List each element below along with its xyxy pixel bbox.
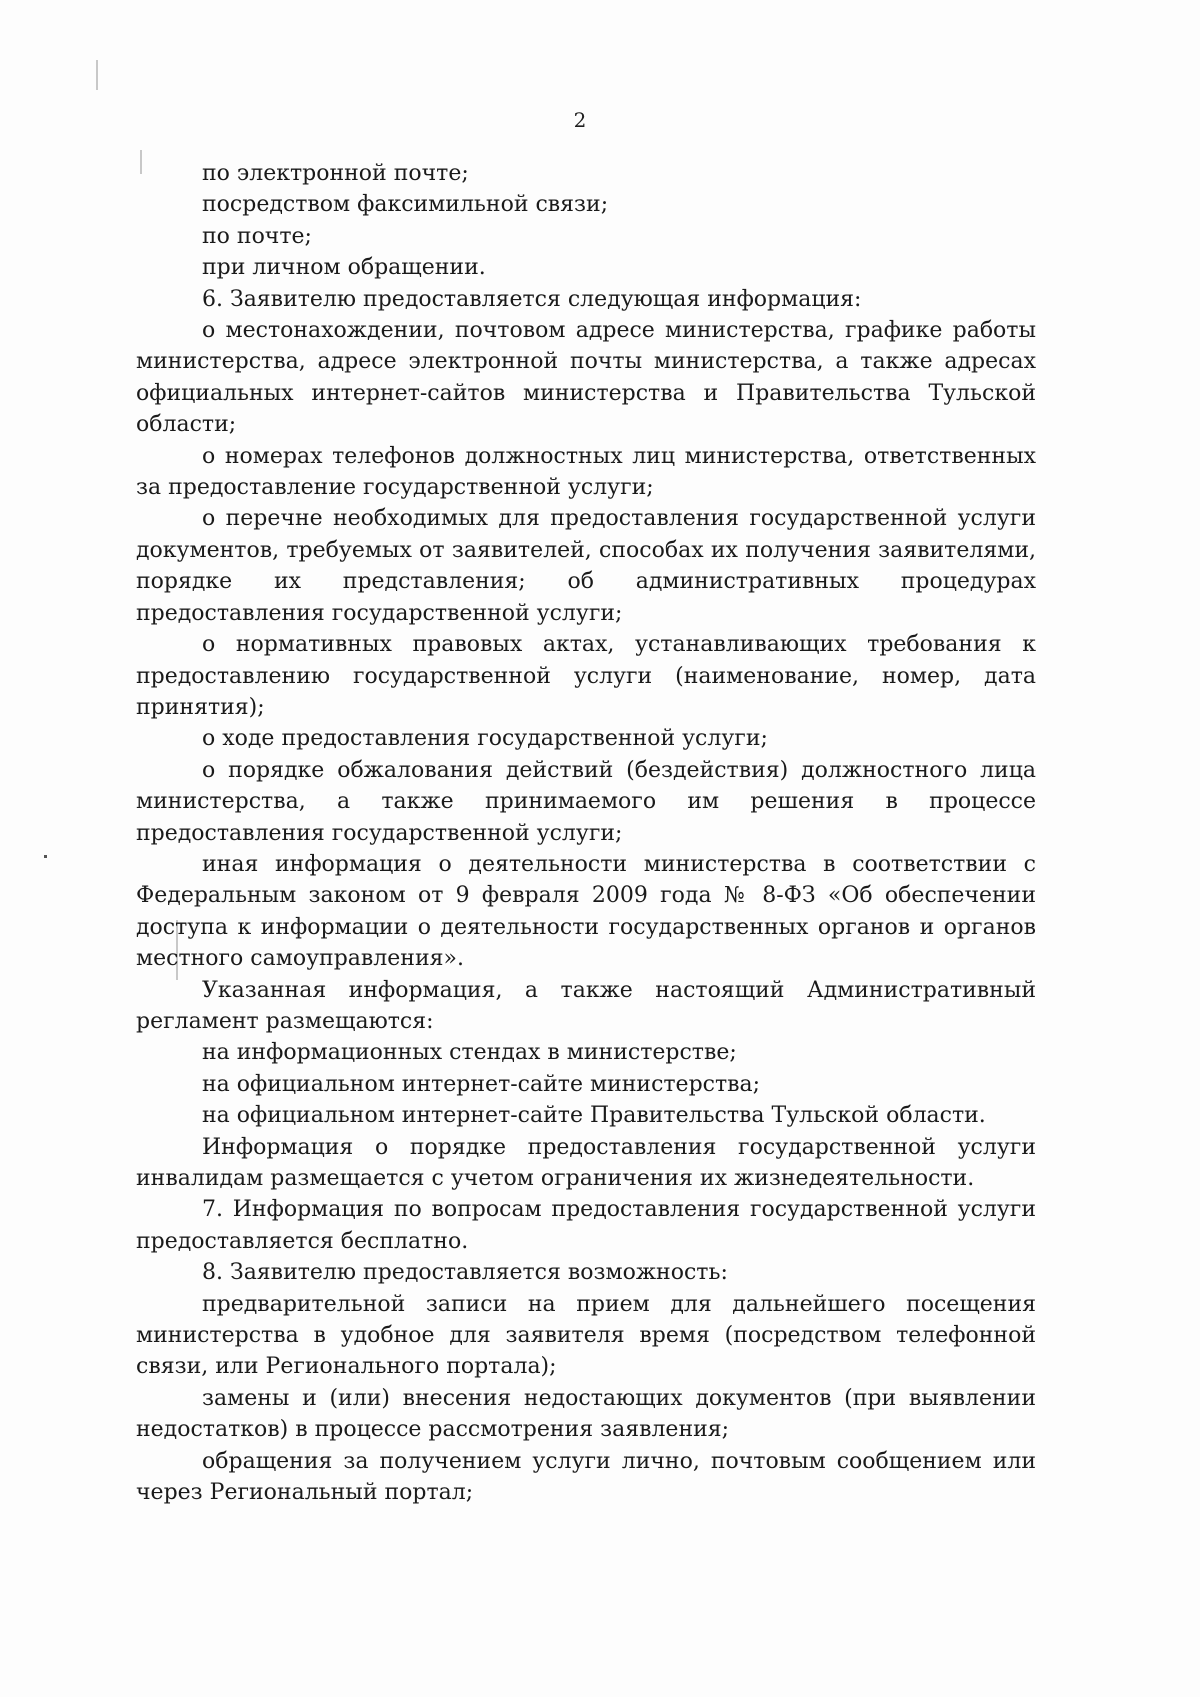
paragraph: о местонахождении, почтовом адресе министерства, графике работы министерства, адресе электронной почты министерства, а также адресах официальных интернет-сайтов министерства и Правительства Тульской области; xyxy=(136,318,1036,438)
paragraph: о номерах телефонов должностных лиц министерства, ответственных за предоставление государственной услуги; xyxy=(136,443,1036,501)
paragraph: на информационных стендах в министерстве; xyxy=(202,1040,737,1066)
paragraph: о перечне необходимых для предоставления государственной услуги документов, требуемых от заявителей, способах их получения заявителями, порядке их представления; об административных процедурах предоставления государственной услуги; xyxy=(136,506,1036,626)
paragraph: Указанная информация, а также настоящий Административный регламент размещаются: xyxy=(136,977,1036,1034)
scan-artifact xyxy=(96,60,98,90)
scan-artifact xyxy=(44,855,47,858)
paragraph: по электронной почте; xyxy=(202,161,469,186)
paragraph: 7. Информация по вопросам предоставления государственной услуги предоставляется бесплатно. xyxy=(136,1197,1036,1254)
paragraph: Информация о порядке предоставления государственной услуги инвалидам размещается с учетом ограничения их жизнедеятельности. xyxy=(136,1134,1036,1191)
paragraph: по почте; xyxy=(202,223,312,249)
paragraph: на официальном интернет-сайте министерства; xyxy=(202,1071,761,1097)
paragraph: замены и (или) внесения недостающих документов (при выявлении недостатков) в процессе рассмотрения заявления; xyxy=(136,1385,1036,1443)
paragraph: о порядке обжалования действий (бездействия) должностного лица министерства, а также принимаемого им решения в процессе предоставления государственной услуги; xyxy=(136,757,1036,846)
paragraph: предварительной записи на прием для дальнейшего посещения министерства в удобное для заявителя время (посредством телефонной связи, или Регионального портала); xyxy=(136,1291,1036,1380)
paragraph: при личном обращении. xyxy=(202,255,486,281)
paragraph: иная информация о деятельности министерства в соответствии с Федеральным законом от 9 февраля 2009 года № 8-ФЗ «Об обеспечении доступа к информации о деятельности государственных органов и органов местного самоуправления». xyxy=(136,851,1036,972)
paragraph: о ходе предоставления государственной услуги; xyxy=(202,726,768,752)
paragraph: 8. Заявителю предоставляется возможность: xyxy=(202,1260,728,1286)
page-number: 2 xyxy=(573,108,587,132)
paragraph: посредством факсимильной связи; xyxy=(202,192,609,218)
paragraph: 6. Заявителю предоставляется следующая информация: xyxy=(202,286,862,312)
paragraph: на официальном интернет-сайте Правительства Тульской области. xyxy=(202,1103,986,1129)
paragraph: обращения за получением услуги лично, почтовым сообщением или через Региональный портал; xyxy=(136,1448,1036,1506)
document-body xyxy=(136,158,1036,1508)
paragraph: о нормативных правовых актах, устанавливающих требования к предоставлению государственной услуги (наименование, номер, дата принятия); xyxy=(136,632,1036,720)
